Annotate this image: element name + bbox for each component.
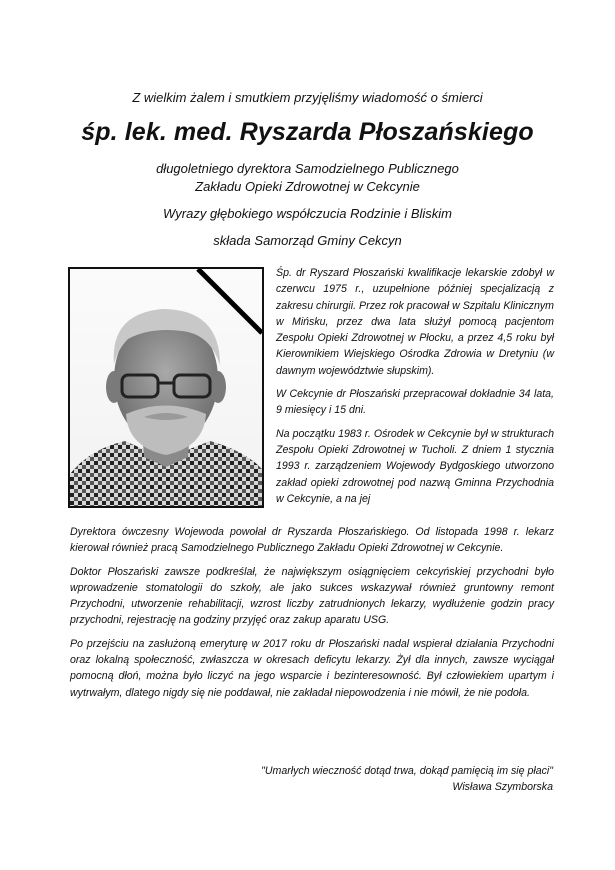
- role-line-1: długoletniego dyrektora Samodzielnego Publicznego: [156, 161, 459, 176]
- quote-author: Wisława Szymborska: [452, 781, 553, 793]
- portrait-illustration: [70, 269, 262, 506]
- bio-paragraph: Doktor Płoszański zawsze podkreślał, że największym osiągnięciem cekcyńskiej przychodni było wprowadzenie stomatologii do szkoły, ale jako sukces wskazywał również gruntowny remont Przychodni, utworzenie rehabilitacji, wzrost liczby zatrudnionych lekarzy, wydłużenie godzin pracy przychodni, rejestrację na godziny przyjęć oraz zakup aparatu USG.: [70, 565, 554, 627]
- intro-text: Z wielkim żalem i smutkiem przyjęliśmy wiadomość o śmierci: [132, 90, 483, 105]
- biography-column: [276, 265, 554, 514]
- biography-continued: [70, 524, 554, 708]
- bio-paragraph: W Cekcynie dr Płoszański przepracował dokładnie 34 lata, 9 miesięcy i 15 dni.: [276, 388, 554, 417]
- closing-quote: [133, 763, 553, 795]
- signed-by-text: składa Samorząd Gminy Cekcyn: [213, 233, 402, 248]
- role-line-2: Zakładu Opieki Zdrowotnej w Cekcynie: [195, 179, 420, 194]
- bio-paragraph: Po przejściu na zasłużoną emeryturę w 2017 roku dr Płoszański nadal wspierał działania Przychodni oraz lokalną społeczność, zwłaszcza w okresach deficytu lekarzy. Żył dla innych, zawsze wyciągał pomocną dłoń, można było liczyć na jego wsparcie i bezinteresowność. Był człowiekiem upartym i wytrwałym, dlatego nigdy się nie poddawał, nie zakładał niepowodzenia i nie mówił, że nie podoła.: [70, 637, 554, 699]
- quote-text: "Umarłych wieczność dotąd trwa, dokąd pamięcią im się płaci": [261, 765, 553, 777]
- bio-paragraph: Na początku 1983 r. Ośrodek w Cekcynie był w strukturach Zespołu Opieki Zdrowotnej w Tucholi. Z dniem 1 stycznia 1993 r. zarządzeniem Wojewody Bydgoskiego utworzono zakład opieki zdrowotnej pod nazwą Gminna Przychodnia w Cekcynie, a na jej: [276, 427, 554, 505]
- bio-paragraph: Śp. dr Ryszard Płoszański kwalifikacje lekarskie zdobył w czerwcu 1975 r., uzupełnione później specjalizacją z zakresu chirurgii. Przez rok pracował w Szpitalu Klinicznym w Mińsku, przez dwa lata służył pomocą pacjentom Zespołu Opieki Zdrowotnej w Płocku, a przez 4,5 roku był Kierownikiem Wiejskiego Ośrodka Zdrowia w Dretyniu (w dawnym województwie słupskim).: [276, 267, 554, 377]
- bio-paragraph: Dyrektora ówczesny Wojewoda powołał dr Ryszarda Płoszańskiego. Od listopada 1998 r. lekarz kierował również pracą Samodzielnego Publicznego Zakładu Opieki Zdrowotnej w Cekcynie.: [70, 526, 554, 555]
- role-description: [0, 160, 615, 196]
- deceased-name: śp. lek. med. Ryszarda Płoszańskiego: [81, 118, 534, 146]
- portrait-photo: [68, 267, 264, 508]
- condolences-text: Wyrazy głębokiego współczucia Rodzinie i Bliskim: [163, 206, 452, 221]
